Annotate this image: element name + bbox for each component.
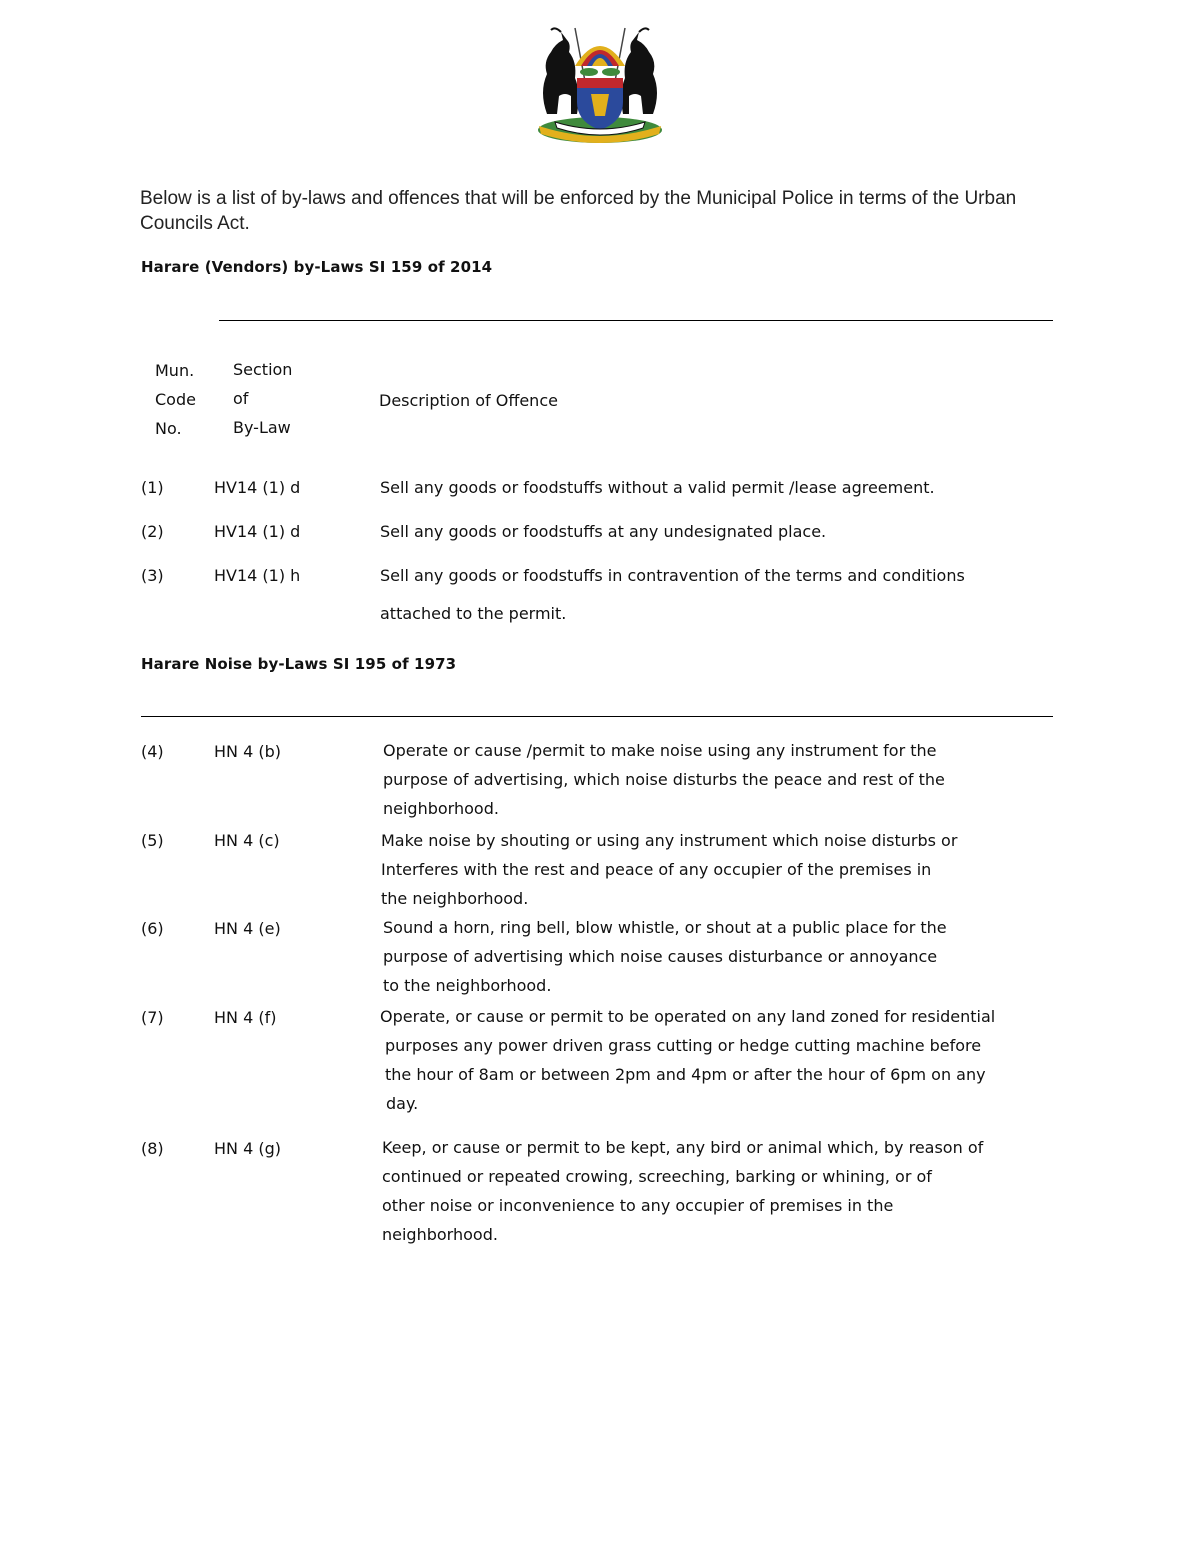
row-code: (1) <box>141 478 164 497</box>
row-description: Operate or cause /permit to make noise using any instrument for the purpose of advertising, which noise disturbs the peace and rest of the neighborhood. <box>383 741 945 818</box>
row-code: (7) <box>141 1008 164 1027</box>
row-code: (6) <box>141 919 164 938</box>
noise-heading: Harare Noise by-Laws SI 195 of 1973 <box>141 655 457 673</box>
header-description: Description of Offence <box>379 391 558 410</box>
harare-coat-of-arms-icon <box>525 22 675 150</box>
row-section: HN 4 (c) <box>214 831 280 850</box>
row-section: HV14 (1) d <box>214 478 301 497</box>
row-code: (5) <box>141 831 164 850</box>
row-section: HN 4 (e) <box>214 919 281 938</box>
header-section: Section of By-Law <box>233 360 293 437</box>
section-divider <box>219 320 1053 321</box>
row-description: Operate, or cause or permit to be operated on any land zoned for residential purposes any power driven grass cutting or hedge cutting machine before the hour of 8am or between 2pm and 4pm or after the hour of 6pm on any day. <box>380 1007 996 1113</box>
row-description: Sell any goods or foodstuffs at any undesignated place. <box>380 522 827 541</box>
intro-text: Below is a list of by-laws and offences that will be enforced by the Municipal Police in terms of the Urban Councils Act. <box>140 188 1017 234</box>
row-section: HV14 (1) h <box>214 566 301 585</box>
row-section: HN 4 (b) <box>214 742 281 761</box>
row-description: Sell any goods or foodstuffs without a valid permit /lease agreement. <box>380 478 935 497</box>
row-code: (4) <box>141 742 164 761</box>
vendors-heading: Harare (Vendors) by-Laws SI 159 of 2014 <box>141 258 493 276</box>
row-section: HN 4 (f) <box>214 1008 277 1027</box>
row-section: HV14 (1) d <box>214 522 301 541</box>
header-mun-code: Mun. Code No. <box>155 361 196 438</box>
row-code: (8) <box>141 1139 164 1158</box>
row-description: Sound a horn, ring bell, blow whistle, or shout at a public place for the purpose of advertising which noise causes disturbance or annoyance to the neighborhood. <box>383 918 947 995</box>
row-code: (3) <box>141 566 164 585</box>
row-section: HN 4 (g) <box>214 1139 281 1158</box>
row-description: Keep, or cause or permit to be kept, any bird or animal which, by reason of continued or repeated crowing, screeching, barking or whining, or of other noise or inconvenience to any occupier of premises in the neighborhood. <box>382 1138 984 1244</box>
row-description: Make noise by shouting or using any instrument which noise disturbs or Interferes with the rest and peace of any occupier of the premises in the neighborhood. <box>381 831 958 908</box>
row-description: Sell any goods or foodstuffs in contravention of the terms and conditions attached to the permit. <box>380 566 965 623</box>
row-code: (2) <box>141 522 164 541</box>
section-divider <box>141 716 1053 717</box>
